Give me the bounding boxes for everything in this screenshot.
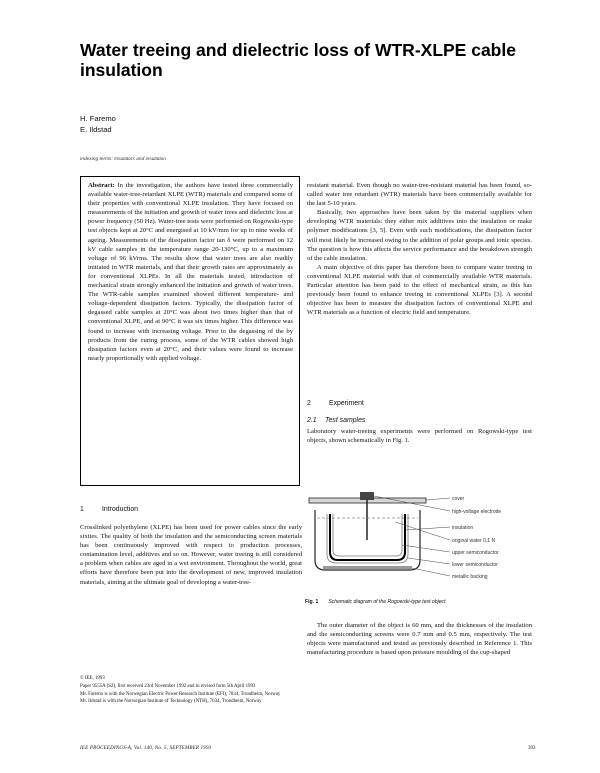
bottom-right-paragraph: The outer diameter of the object is 60 mm, and the thicknesses of the insulation and the semiconducting screens were 0.7 mm and 0.5 mm, respectively. The test objects were manufactured and tested as previously described in Reference 1. This manufacturing procedure is based upon pressure moulding of the cup-shaped (307, 622, 532, 657)
figure-label-metallic-backing: metallic backing (452, 574, 488, 580)
footnote-paper-info: Paper 9555A (S2), first received 23rd November 1992 and in revised form 5th April 1993 (80, 683, 256, 689)
figure-1-diagram (305, 490, 540, 595)
intro-title: Introduction (102, 506, 139, 513)
figure-label-hv-electrode: high-voltage electrode (452, 509, 502, 515)
experiment-heading (307, 400, 364, 407)
intro-column (80, 523, 302, 587)
footnote-author-2: Mr. Ildstad is with the Norwegian Institute of Technology (NTH), 7034, Trondheim, Norway (80, 699, 262, 705)
intro-number: 1 (80, 506, 84, 513)
journal-footer: IEE PROCEEDINGS-A, Vol. 140, No. 5, SEPTEMBER 1993 (80, 746, 212, 751)
test-samples-number: 2.1 (307, 417, 317, 424)
test-samples-heading (307, 417, 365, 424)
right-column-top (307, 181, 532, 317)
authors-block (80, 113, 116, 135)
author-1: H. Faremo (80, 114, 116, 123)
figure-1-label: Fig. 1 (305, 599, 319, 605)
figure-1-caption-text: Schematic diagram of the Rogowski-type test object (328, 599, 446, 605)
hv-electrode-top (360, 492, 374, 500)
figure-label-upper-semiconductor: upper semiconductor (452, 550, 499, 556)
metallic-backing (323, 566, 412, 569)
index-terms: Indexing terms: Insulators and insulation (80, 157, 166, 162)
figure-1-caption (305, 599, 446, 605)
test-samples-paragraph: Laboratory water-treeing experiments were performed on Rogowski-type test objects, shown schematically in Fig. 1. (307, 428, 532, 445)
figure-label-insulation: insulation (452, 525, 474, 531)
right-col-paragraph-2: Basically, two approaches have been taken by the material suppliers when developing WTR materials: they either mix additives into the insulation or make polymer modifications [3, 5]. Even with such modifications, the dissipation factor will most likely be increased owing to the addition of polar groups and ionic species. The question is how this affects the service performance and the breakdown strength of the cable insulation. (307, 209, 532, 262)
experiment-title: Experiment (329, 400, 364, 407)
right-col-continuation: resistant material. Even though no water-tree-resistant material has been found, so-called water tree retardant (WTR) materials have been commercially available for the last 5-10 years. (307, 182, 532, 208)
footnote-author-1: Mr. Faremo is with the Norwegian Electric Power Research Institute (EFI), 7034, Trondheim, Norway (80, 691, 281, 697)
intro-paragraph: Crosslinked polyethylene (XLPE) has been used for power cables since the early sixties. The quality of both the insulation and the semiconducting screen materials has been continuously improved with respect to production processes, contamination level, additives and so on. However, water treeing is still considered a problem when cables are aged in a wet environment. Throughout the world, great efforts have therefore been put into the development of new, improved insulation materials, aiming at the ultimate goal of developing a water-tree- (80, 524, 302, 586)
right-column-bottom (307, 621, 532, 657)
intro-heading (80, 506, 138, 513)
abstract-lead: Abstract: (88, 182, 115, 189)
abstract (88, 181, 293, 363)
figure-label-lower-semiconductor: lower semiconductor (452, 562, 498, 568)
page-number: 393 (528, 746, 536, 751)
footnote-copyright: © IEE, 1993 (80, 676, 105, 681)
right-col-paragraph-3: A main objective of this paper has therefore been to compare water treeing in conventional XLPE material with that of commercially available WTR materials. Particular attention has been paid to the effect of mechanical strain, as this has previously been found to enhance treeing in conventional XLPEs [3]. A second objective has been to measure the dissipation factors of conventional XLPE and WTR materials as a function of electric field and temperature. (307, 263, 532, 317)
figure-label-cover: cover (452, 496, 465, 502)
experiment-number: 2 (307, 400, 311, 407)
abstract-body: In the investigation, the authors have tested three commercially available water-tree-retardant XLPE (WTR) materials and compared some of their properties with conventional XLPE insulation. They have focused on measurements of the initiation and growth of water trees and dielectric loss at power frequency (50 Hz). Water-tree tests were performed on Rogowski-type test objects kept at 20°C and energised at 10 kV/mm for up to nine weeks of ageing. Measurements of the dissipation factor tan δ were performed on 12 kV cable samples in the temperature range 20-130°C, up to a maximum voltage of 96 kVrms. The results show that water trees are also readily initiated in WTR materials, and that their growth rates are approximately as for conventional XLPEs. In all the materials tested, introduction of mechanical strain strongly enhanced the initiation and growth of water trees. The WTR-cable samples examined showed different temperature- and voltage-dependent dissipation factors. Typically, the dissipation factor of degassed cable samples at 20°C was about two times higher than that of conventional XLPE, and at 90°C it was six times higher. This difference was found to increase with increasing voltage. Prior to the degassing of the by products from the curing process, some of the WTR cables showed high dissipation factors even at 20°C, and their values were found to increase nearly proportionally with applied voltage. (88, 182, 293, 362)
footnotes (80, 676, 302, 707)
author-2: E. Ildstad (80, 125, 112, 134)
test-samples-text (307, 427, 532, 445)
figure-label-water: original water 0.1 N (452, 538, 496, 544)
test-samples-title: Test samples (325, 417, 366, 424)
paper-title: Water treeing and dielectric loss of WTR-XLPE cable insulation (80, 40, 516, 80)
